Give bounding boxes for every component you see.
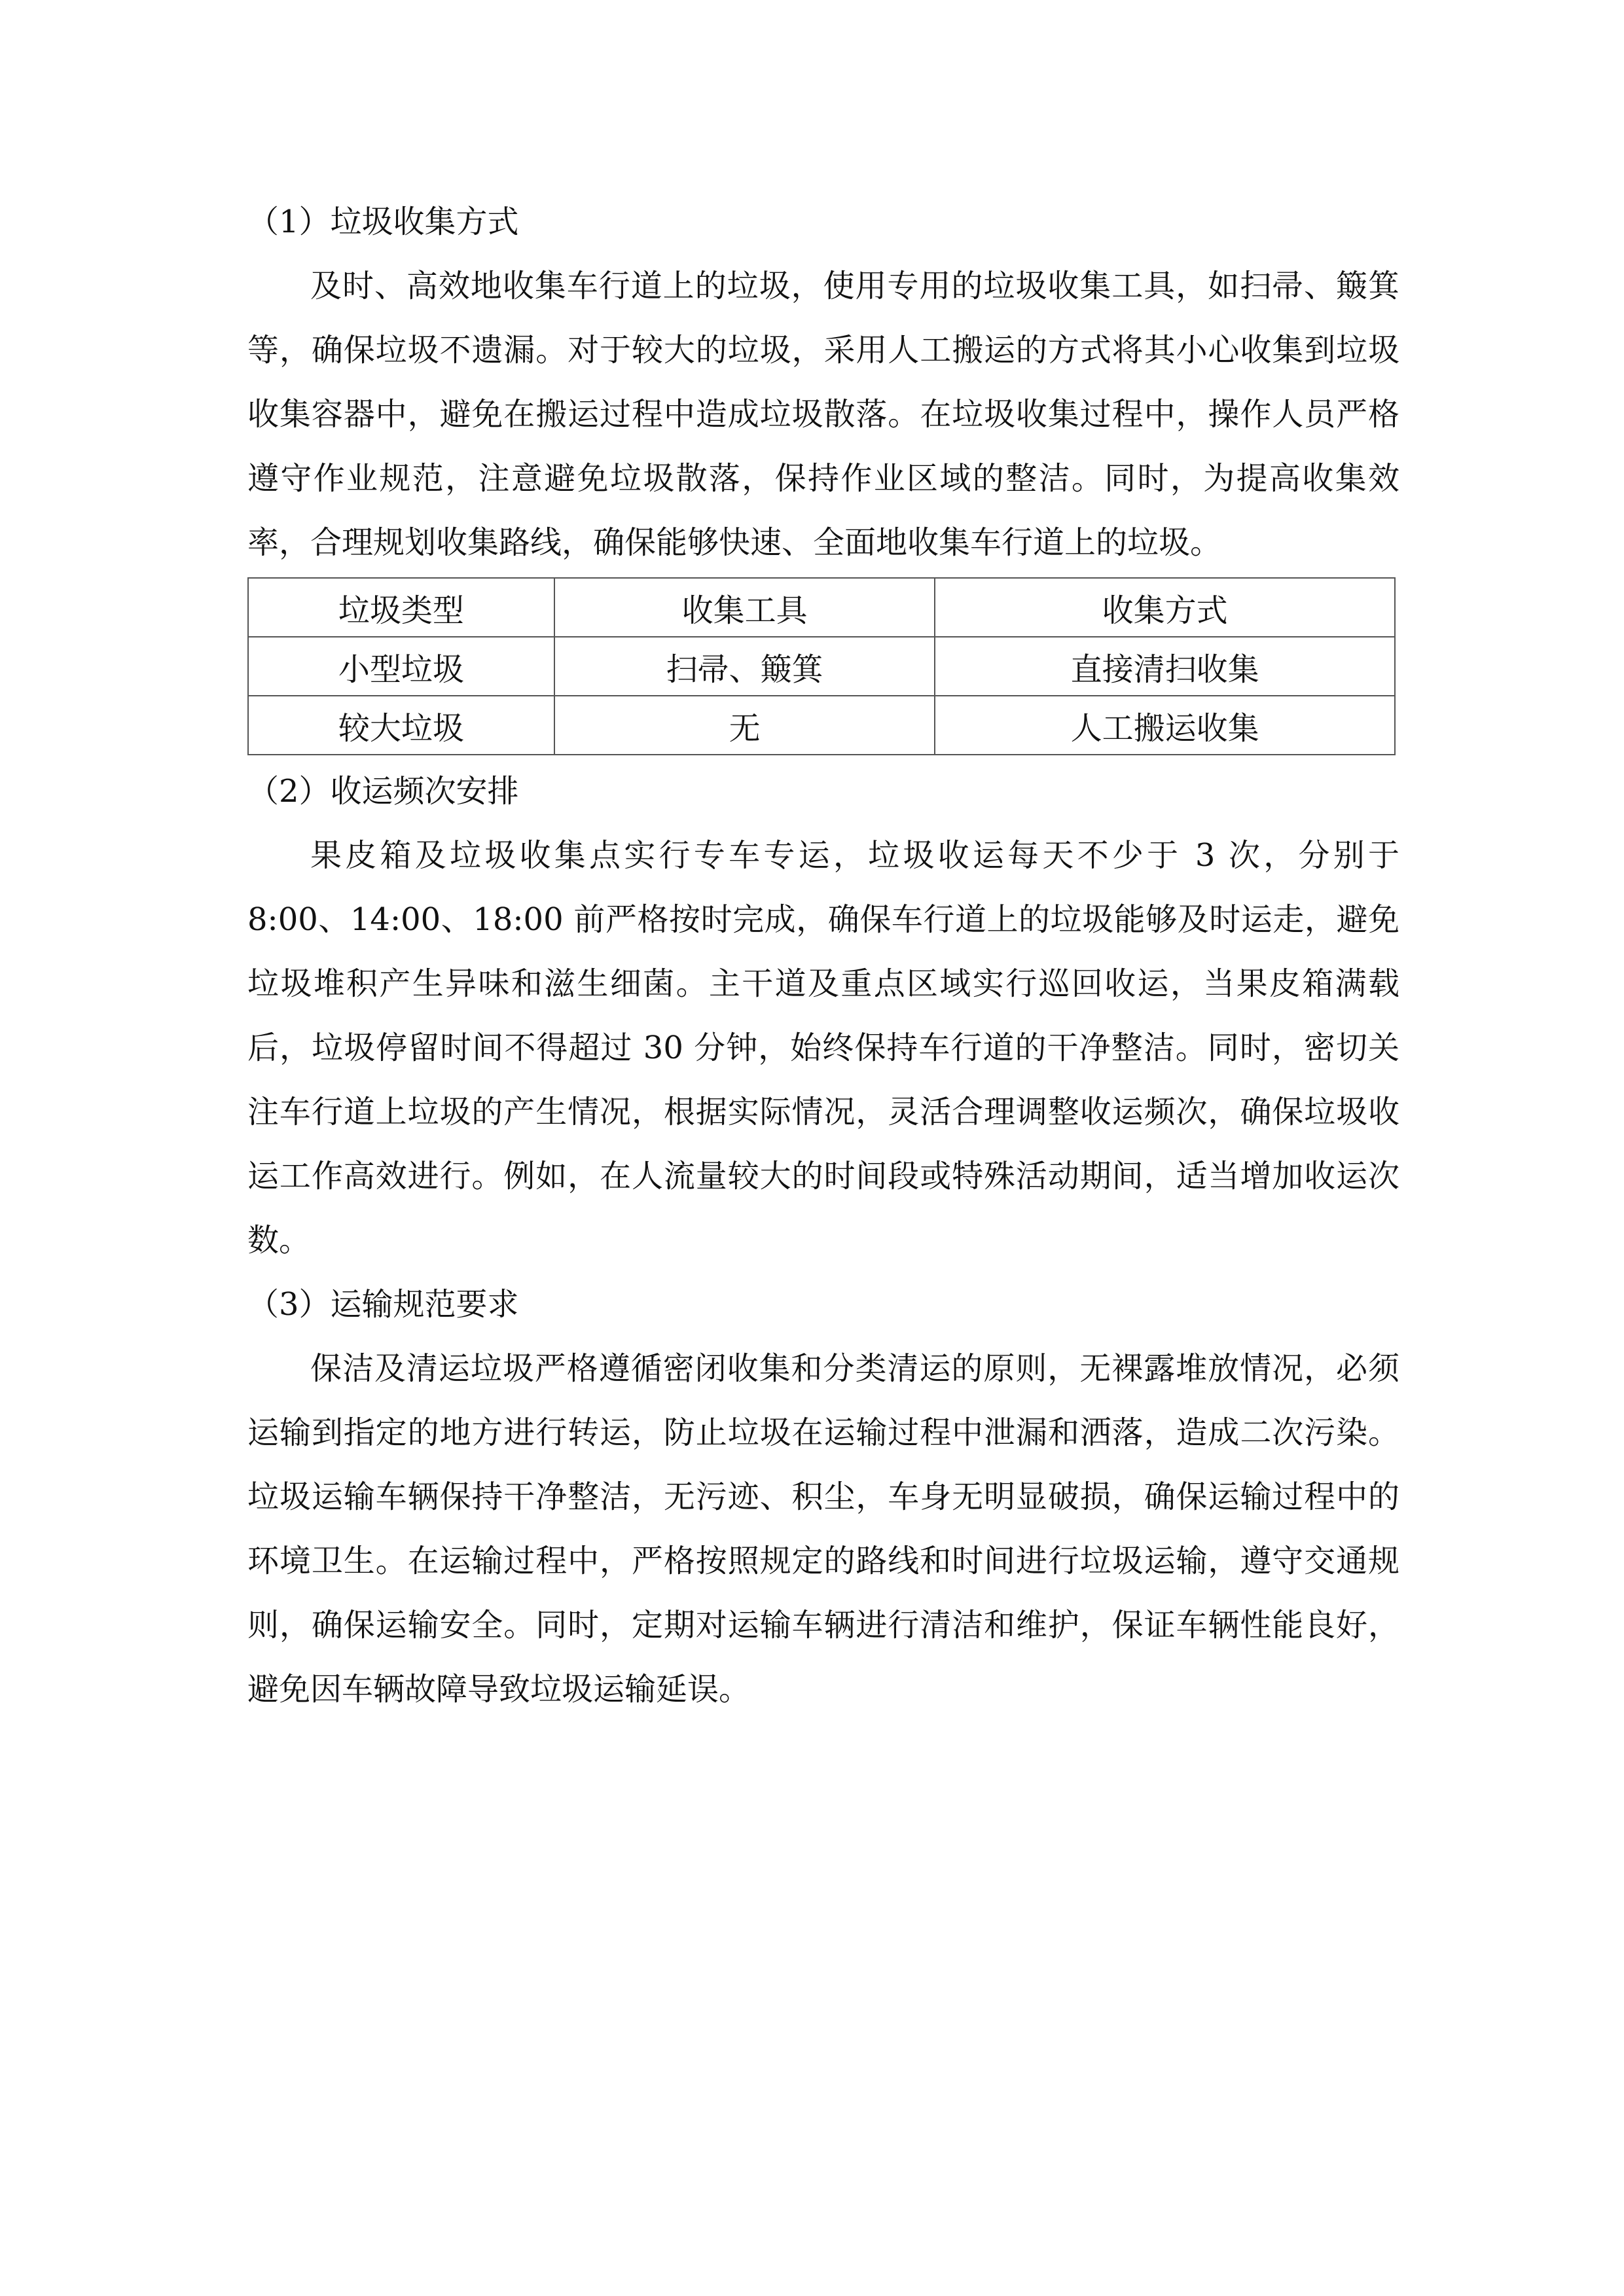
table-cell: 小型垃圾 [248, 637, 554, 696]
section-paragraph: 果皮箱及垃圾收集点实行专车专运，垃圾收运每天不少于 3 次，分别于 8:00、14:00、18:00 前严格按时完成，确保车行道上的垃圾能够及时运走，避免垃圾堆积产生异味和滋生细菌。主干道及重点区域实行巡回收运，当果皮箱满载后，垃圾停留时间不得超过 30 分钟，始终保持车行道的干净整洁。同时，密切关注车行道上垃圾的产生情况，根据实际情况，灵活合理调整收运频次，确保垃圾收运工作高效进行。例如，在人流量较大的时间段或特殊活动期间，适当增加收运次数。 [247, 837, 1399, 1259]
section-heading: （1）垃圾收集方式 [247, 204, 519, 240]
table-cell: 扫帚、簸箕 [554, 637, 935, 696]
section-paragraph: 保洁及清运垃圾严格遵循密闭收集和分类清运的原则，无裸露堆放情况，必须运输到指定的地方进行转运，防止垃圾在运输过程中泄漏和洒落，造成二次污染。垃圾运输车辆保持干净整洁，无污迹、积尘，车身无明显破损，确保运输过程中的环境卫生。在运输过程中，严格按照规定的路线和时间进行垃圾运输，遵守交通规则，确保运输安全。同时，定期对运输车辆进行清洁和维护，保证车辆性能良好，避免因车辆故障导致垃圾运输延误。 [247, 1350, 1399, 1708]
section-paragraph: 及时、高效地收集车行道上的垃圾，使用专用的垃圾收集工具，如扫帚、簸箕等，确保垃圾不遗漏。对于较大的垃圾，采用人工搬运的方式将其小心收集到垃圾收集容器中，避免在搬运过程中造成垃圾散落。在垃圾收集过程中，操作人员严格遵守作业规范，注意避免垃圾散落，保持作业区域的整洁。同时，为提高收集效率，合理规划收集路线，确保能够快速、全面地收集车行道上的垃圾。 [247, 268, 1399, 561]
table-row [248, 696, 1395, 755]
table-header-cell: 垃圾类型 [248, 578, 554, 637]
document-content [247, 190, 1399, 1721]
table-header-row [248, 578, 1395, 637]
garbage-collection-table [247, 577, 1396, 755]
table-header-cell: 收集方式 [935, 578, 1395, 637]
table-cell: 直接清扫收集 [935, 637, 1395, 696]
section-heading: （2）收运频次安排 [247, 773, 519, 810]
table-header-cell: 收集工具 [554, 578, 935, 637]
table-cell: 人工搬运收集 [935, 696, 1395, 755]
section-heading: （3）运输规范要求 [247, 1286, 519, 1323]
table-cell: 无 [554, 696, 935, 755]
table-row [248, 637, 1395, 696]
table-cell: 较大垃圾 [248, 696, 554, 755]
